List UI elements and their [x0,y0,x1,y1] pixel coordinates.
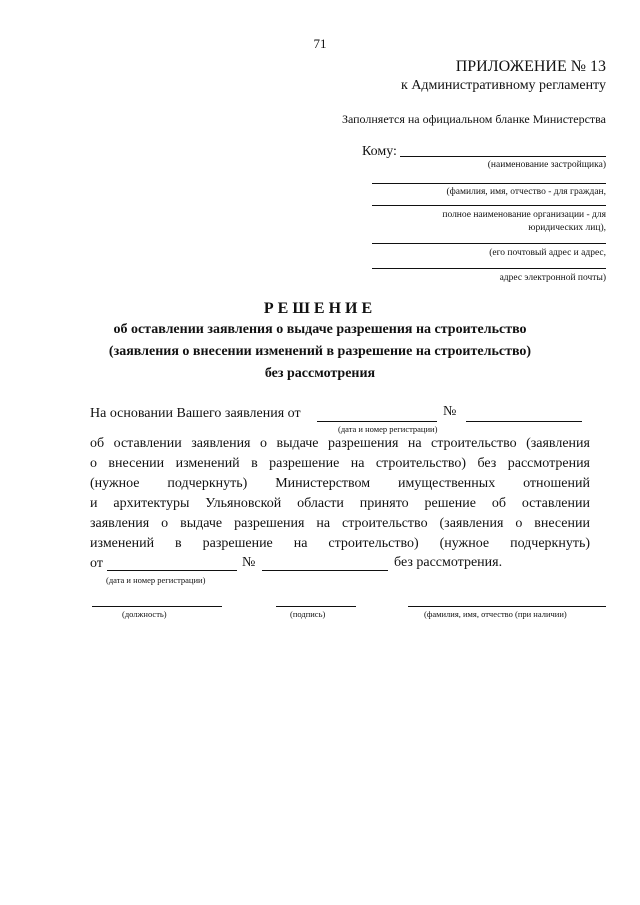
last-number-sign: № [242,555,256,570]
position-line[interactable] [92,606,222,607]
application-date-line[interactable] [317,421,437,422]
recipient-line-5[interactable] [372,268,606,269]
recipient-hint-3: полное наименование организации - для [442,210,606,220]
body-line: о внесении изменений в разрешение на строительство) без рассмотрения [90,456,590,471]
appendix-subtitle: к Административному регламенту [401,78,606,93]
decision-subtitle-2: (заявления о внесении изменений в разрешение на строительство) [108,344,532,359]
signature-line[interactable] [276,606,356,607]
body-last-suffix: без рассмотрения. [394,555,503,570]
recipient-hint-4: юридических лиц), [528,223,606,233]
recipient-hint-2: (фамилия, имя, отчество - для граждан, [446,187,606,197]
number-sign: № [443,404,457,419]
reg-caption-1: (дата и номер регистрации) [338,424,438,434]
recipient-hint-1: (наименование застройщика) [487,160,606,170]
position-caption: (должность) [122,609,167,619]
reg-caption-2: (дата и номер регистрации) [106,575,206,585]
body-line: и архитектуры Ульяновской области принято решение об оставлении [90,496,590,511]
full-name-line[interactable] [408,606,606,607]
application-number-line[interactable] [466,421,582,422]
page-number: 71 [313,36,327,51]
recipient-line-3[interactable] [372,205,606,206]
fill-note: Заполняется на официальном бланке Министерства [341,112,606,126]
body-first-prefix: На основании Вашего заявления от [90,406,301,421]
recipient-line-1[interactable] [400,156,606,157]
body-line: заявления о выдаче разрешения на строительство (заявления о внесении [90,516,590,531]
body-line: изменений в разрешение на строительство) (нужное подчеркнуть) [90,536,590,551]
body-last-prefix: от [90,556,103,571]
body-line: (нужное подчеркнуть) Министерством имущественных отношений [90,476,590,491]
recipient-line-2[interactable] [372,183,606,184]
decision-subtitle-3: без рассмотрения [264,366,376,381]
appendix-title: ПРИЛОЖЕНИЕ № 13 [455,58,606,75]
full-name-caption: (фамилия, имя, отчество (при наличии) [424,609,567,619]
decision-number-line[interactable] [262,570,388,571]
body-line: об оставлении заявления о выдаче разрешения на строительство (заявления [90,436,590,451]
recipient-line-4[interactable] [372,243,606,244]
recipient-hint-6: адрес электронной почты) [499,273,606,283]
decision-title: РЕШЕНИЕ [263,300,377,317]
recipient-hint-5: (его почтовый адрес и адрес, [489,248,606,258]
recipient-label: Кому: [362,144,397,159]
decision-subtitle-1: об оставлении заявления о выдаче разрешения на строительство [113,322,527,337]
signature-caption: (подпись) [290,609,326,619]
decision-date-line[interactable] [107,570,237,571]
